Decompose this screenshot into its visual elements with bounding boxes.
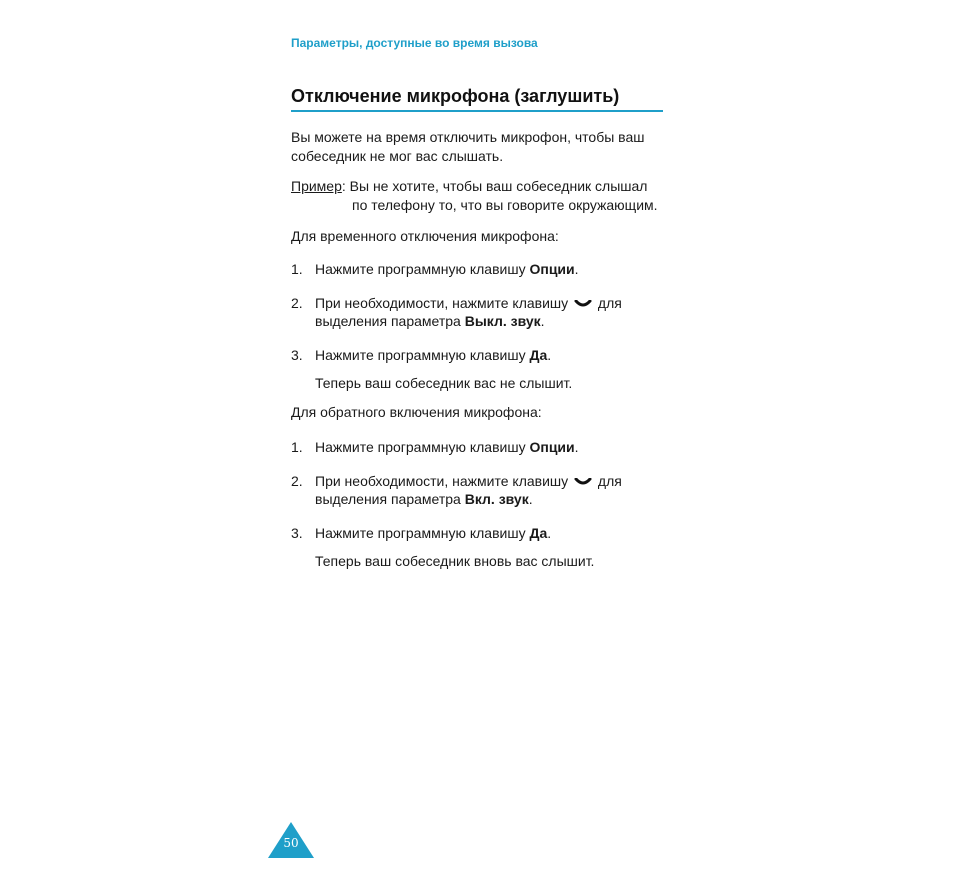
nav-down-key-icon (574, 300, 592, 308)
step-number: 2. (291, 295, 303, 311)
example-text-1: : Вы не хотите, чтобы ваш собеседник слышал (341, 178, 648, 194)
step-text: При необходимости, нажмите клавишу для (315, 295, 622, 311)
running-header: Параметры, доступные во время вызова (291, 36, 538, 50)
option-name: Вкл. звук (464, 491, 529, 507)
step-number: 3. (291, 525, 303, 541)
step-text: Нажмите программную клавишу Опции. (315, 439, 579, 455)
step-text: Нажмите программную клавишу Да. (315, 347, 552, 363)
step-text-line-2: выделения параметра Вкл. звук. (315, 491, 533, 507)
step-number: 1. (291, 439, 303, 455)
step-text-line-2: выделения параметра Выкл. звук. (315, 313, 545, 329)
section-title: Отключение микрофона (заглушить) (291, 86, 663, 112)
page-number: 50 (283, 836, 299, 850)
example-line-2: по телефону то, что вы говорите окружающим. (352, 197, 658, 213)
step-number: 1. (291, 261, 303, 277)
step-text: Нажмите программную клавишу Опции. (315, 261, 579, 277)
step-number: 2. (291, 473, 303, 489)
softkey-name: Да (529, 347, 548, 363)
step-number: 3. (291, 347, 303, 363)
softkey-name: Да (529, 525, 548, 541)
softkey-name: Опции (529, 439, 575, 455)
unmute-lead: Для обратного включения микрофона: (291, 404, 542, 420)
step-text: При необходимости, нажмите клавишу для (315, 473, 622, 489)
intro-line-2: собеседник не мог вас слышать. (291, 148, 504, 164)
page-number-badge (268, 822, 314, 858)
option-name: Выкл. звук (464, 313, 541, 329)
intro-line-1: Вы можете на время отключить микрофон, чтобы ваш (291, 129, 645, 145)
step-text: Нажмите программную клавишу Да. (315, 525, 552, 541)
unmute-result: Теперь ваш собеседник вновь вас слышит. (315, 553, 595, 569)
mute-result: Теперь ваш собеседник вас не слышит. (315, 375, 573, 391)
example-label: Пример (291, 178, 342, 194)
nav-down-key-icon (574, 478, 592, 486)
example-line-1 (291, 177, 647, 196)
softkey-name: Опции (529, 261, 575, 277)
mute-lead: Для временного отключения микрофона: (291, 228, 559, 244)
